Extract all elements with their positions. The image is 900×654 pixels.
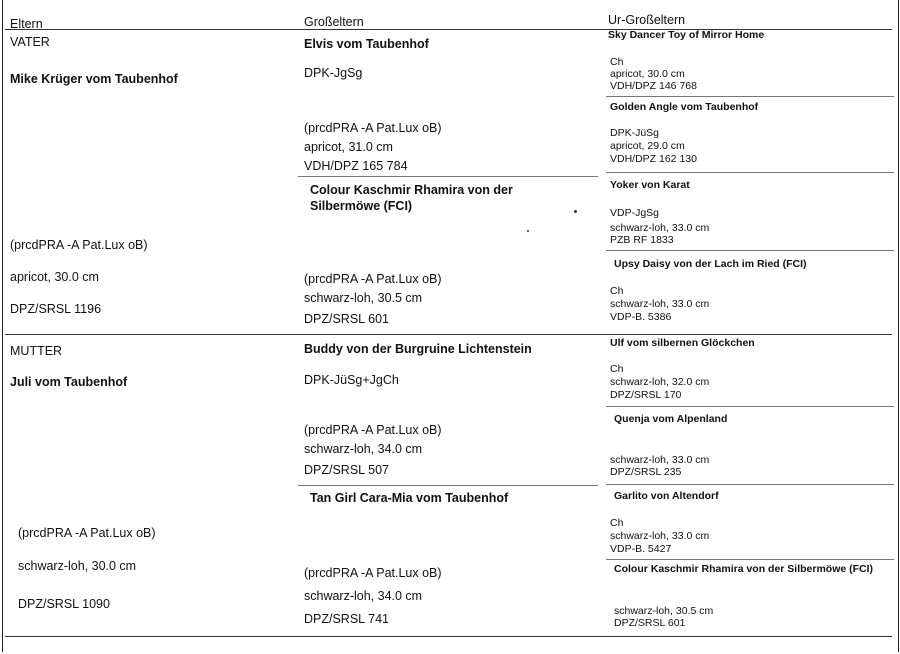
great-grandparent-color-size: apricot, 29.0 cm — [610, 140, 685, 152]
row-divider — [606, 406, 894, 407]
father-test: (prcdPRA -A Pat.Lux oB) — [10, 238, 148, 252]
scan-speck — [574, 210, 577, 213]
grandparent-name: Tan Girl Cara-Mia vom Taubenhof — [310, 491, 509, 505]
great-grandparent-registration: VDP-B. 5386 — [610, 311, 672, 323]
scan-speck — [527, 230, 529, 232]
grandparent-name: Elvis vom Taubenhof — [304, 37, 429, 51]
great-grandparent-title: VDP-JgSg — [610, 207, 660, 219]
grandparent-test: (prcdPRA -A Pat.Lux oB) — [304, 272, 442, 286]
great-grandparent-title: DPK-JüSg — [610, 127, 660, 139]
grandparent-title: DPK-JgSg — [304, 66, 363, 80]
grandparent-registration: DPZ/SRSL 601 — [304, 312, 389, 326]
pedigree-frame — [2, 0, 899, 652]
grandparent-test: (prcdPRA -A Pat.Lux oB) — [304, 423, 442, 437]
grandparent-test: (prcdPRA -A Pat.Lux oB) — [304, 566, 442, 580]
great-grandparent-color-size: schwarz-loh, 33.0 cm — [610, 298, 710, 310]
great-grandparent-color-size: apricot, 30.0 cm — [610, 68, 685, 80]
grandparent-color-size: apricot, 31.0 cm — [304, 140, 393, 154]
row-divider — [606, 559, 894, 560]
mother-name: Juli vom Taubenhof — [10, 375, 128, 389]
row-divider — [606, 172, 894, 173]
great-grandparent-registration: DPZ/SRSL 235 — [610, 466, 682, 478]
parents-divider — [5, 334, 892, 335]
row-divider — [606, 96, 894, 97]
great-grandparent-title: Ch — [610, 363, 624, 375]
great-grandparent-name: Ulf vom silbernen Glöckchen — [610, 337, 755, 349]
header-urgrosseltern: Ur-Großeltern — [608, 13, 686, 27]
great-grandparent-title: Ch — [610, 285, 624, 297]
row-divider — [298, 176, 598, 177]
row-divider — [606, 484, 894, 485]
father-registration: DPZ/SRSL 1196 — [10, 302, 102, 316]
header-grosseltern: Großeltern — [304, 15, 364, 29]
grandparent-registration: DPZ/SRSL 741 — [304, 612, 389, 626]
grandparent-color-size: schwarz-loh, 34.0 cm — [304, 442, 423, 456]
header-eltern: Eltern — [10, 17, 43, 31]
mother-color-size: schwarz-loh, 30.0 cm — [18, 559, 137, 573]
father-role: VATER — [10, 35, 50, 49]
great-grandparent-registration: VDH/DPZ 146 768 — [610, 80, 697, 92]
grandparent-registration: VDH/DPZ 165 784 — [304, 159, 408, 173]
grandparent-color-size: schwarz-loh, 34.0 cm — [304, 589, 423, 603]
grandparent-test: (prcdPRA -A Pat.Lux oB) — [304, 121, 442, 135]
great-grandparent-name: Golden Angle vom Taubenhof — [610, 101, 759, 113]
great-grandparent-name: Sky Dancer Toy of Mirror Home — [608, 29, 765, 41]
great-grandparent-name: Yoker von Karat — [610, 179, 690, 191]
row-divider — [298, 485, 598, 486]
great-grandparent-registration: DPZ/SRSL 170 — [610, 389, 682, 401]
great-grandparent-color-size: schwarz-loh, 33.0 cm — [610, 222, 710, 234]
grandparent-title: DPK-JüSg+JgCh — [304, 373, 399, 387]
row-divider — [606, 250, 894, 251]
great-grandparent-color-size: schwarz-loh, 30.5 cm — [614, 605, 714, 617]
mother-role: MUTTER — [10, 344, 63, 358]
grandparent-registration: DPZ/SRSL 507 — [304, 463, 389, 477]
grandparent-name: Colour Kaschmir Rhamira von der Silbermöwe (FCI) — [310, 183, 513, 213]
great-grandparent-name: Garlito von Altendorf — [614, 490, 719, 502]
mother-test: (prcdPRA -A Pat.Lux oB) — [18, 526, 156, 540]
great-grandparent-registration: DPZ/SRSL 601 — [614, 617, 686, 629]
great-grandparent-name: Colour Kaschmir Rhamira von der Silbermöwe (FCI) — [614, 563, 874, 575]
great-grandparent-title: Ch — [610, 517, 624, 529]
grandparent-color-size: schwarz-loh, 30.5 cm — [304, 291, 423, 305]
great-grandparent-title: Ch — [610, 56, 624, 68]
bottom-divider — [5, 636, 892, 637]
great-grandparent-registration: VDP-B. 5427 — [610, 543, 672, 555]
great-grandparent-color-size: schwarz-loh, 33.0 cm — [610, 530, 710, 542]
great-grandparent-color-size: schwarz-loh, 32.0 cm — [610, 376, 710, 388]
father-color-size: apricot, 30.0 cm — [10, 270, 99, 284]
great-grandparent-color-size: schwarz-loh, 33.0 cm — [610, 454, 710, 466]
great-grandparent-name: Upsy Daisy von der Lach im Ried (FCI) — [614, 258, 807, 270]
father-name: Mike Krüger vom Taubenhof — [10, 72, 178, 86]
great-grandparent-registration: PZB RF 1833 — [610, 234, 674, 246]
great-grandparent-registration: VDH/DPZ 162 130 — [610, 153, 697, 165]
great-grandparent-name: Quenja vom Alpenland — [614, 413, 728, 425]
grandparent-name: Buddy von der Burgruine Lichtenstein — [304, 342, 532, 356]
mother-registration: DPZ/SRSL 1090 — [18, 597, 110, 611]
